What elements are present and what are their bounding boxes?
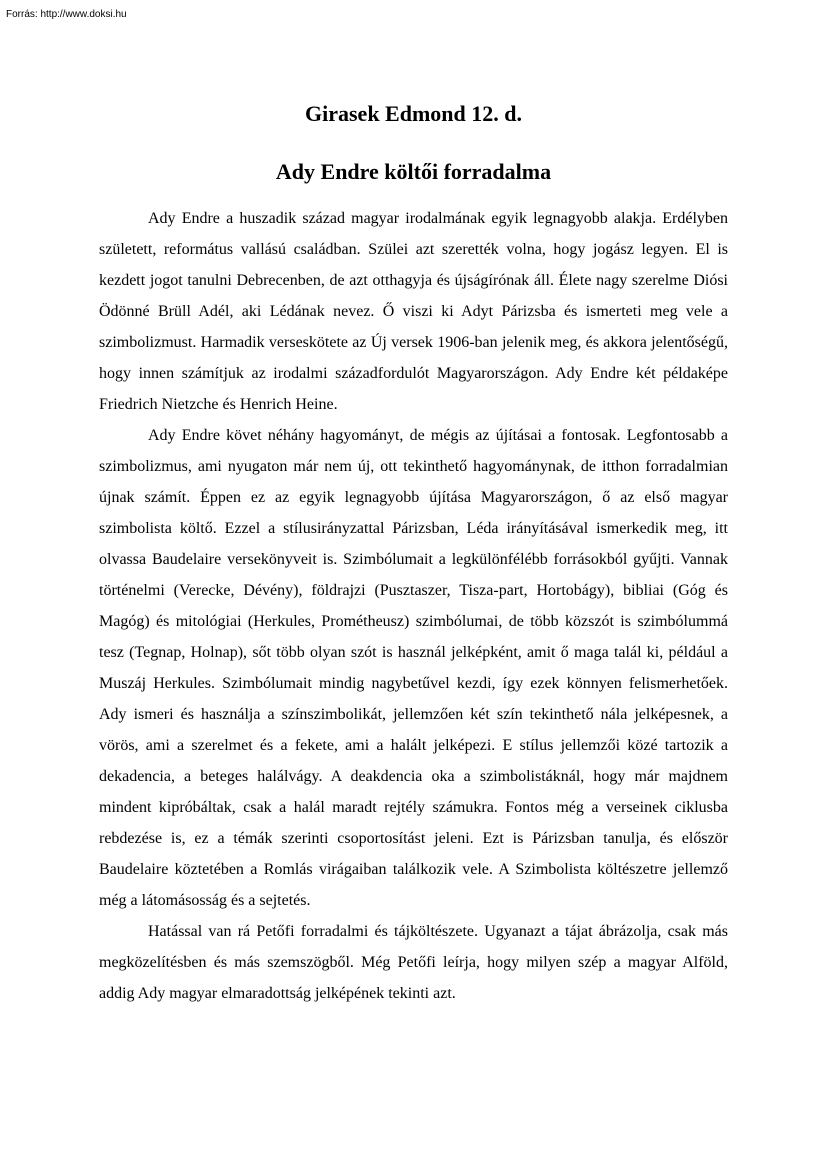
document-body xyxy=(99,203,728,1009)
source-attribution: Forrás: http://www.doksi.hu xyxy=(6,9,127,20)
paragraph: Ady Endre a huszadik század magyar irodalmának egyik legnagyobb alakja. Erdélyben született, református vallású családban. Szülei azt szerették volna, hogy jogász legyen. El is kezdett jogot tanulni Debrecenben, de azt otthagyja és újságírónak áll. Élete nagy szerelme Diósi Ödönné Brüll Adél, aki Lédának nevez. Ő viszi ki Adyt Párizsba és ismerteti meg vele a szimbolizmust. Harmadik verseskötete az Új versek 1906-ban jelenik meg, és akkora jelentőségű, hogy innen számítjuk az irodalmi századfordulót Magyarországon. Ady Endre két példaképe Friedrich Nietzche és Henrich Heine. xyxy=(99,210,728,413)
paragraph: Hatással van rá Petőfi forradalmi és tájköltészete. Ugyanazt a tájat ábrázolja, csak más megközelítésben és más szemszögből. Még Petőfi leírja, hogy milyen szép a magyar Alföld, addig Ady magyar elmaradottság jelképének tekinti azt. xyxy=(99,923,728,1002)
paragraph: Ady Endre követ néhány hagyományt, de mégis az újításai a fontosak. Legfontosabb a szimbolizmus, ami nyugaton már nem új, ott tekinthető hagyománynak, de itthon forradalmian újnak számít. Éppen ez az egyik legnagyobb újítása Magyarországon, ő az első magyar szimbolista költő. Ezzel a stílusirányzattal Párizsban, Léda irányításával ismerkedik meg, itt olvassa Baudelaire versekönyveit is. Szimbólumait a legkülönfélébb forrásokból gyűjti. Vannak történelmi (Verecke, Dévény), földrajzi (Pusztaszer, Tisza-part, Hortobágy), bibliai (Góg és Magóg) és mitológiai (Herkules, Prométheusz) szimbólumai, de több közszót is szimbólummá tesz (Tegnap, Holnap), sőt több olyan szót is használ jelképként, amit ő maga talál ki, például a Muszáj Herkules. Szimbólumait mindig nagybetűvel kezdi, így ezek könnyen felismerhetőek. Ady ismeri és használja a színszimbolikát, jellemzően két szín tekinthető nála jelképesnek, a vörös, ami a szerelmet és a fekete, ami a halált jelképezi. E stílus jellemzői közé tartozik a dekadencia, a beteges halálvágy. A deakdencia oka a szimbolistáknál, hogy már majdnem mindent kipróbáltak, csak a halál maradt rejtély számukra. Fontos még a verseinek ciklusba rebdezése is, ez a témák szerinti csoportosítást jeleni. Ezt is Párizsban tanulja, és először Baudelaire köztetében a Romlás virágaiban találkozik vele. A Szimbolista költészetre jellemző még a látomásosság és a sejtetés. xyxy=(99,427,728,909)
document-title: Ady Endre költői forradalma xyxy=(275,159,552,184)
author-line: Girasek Edmond 12. d. xyxy=(305,101,522,126)
